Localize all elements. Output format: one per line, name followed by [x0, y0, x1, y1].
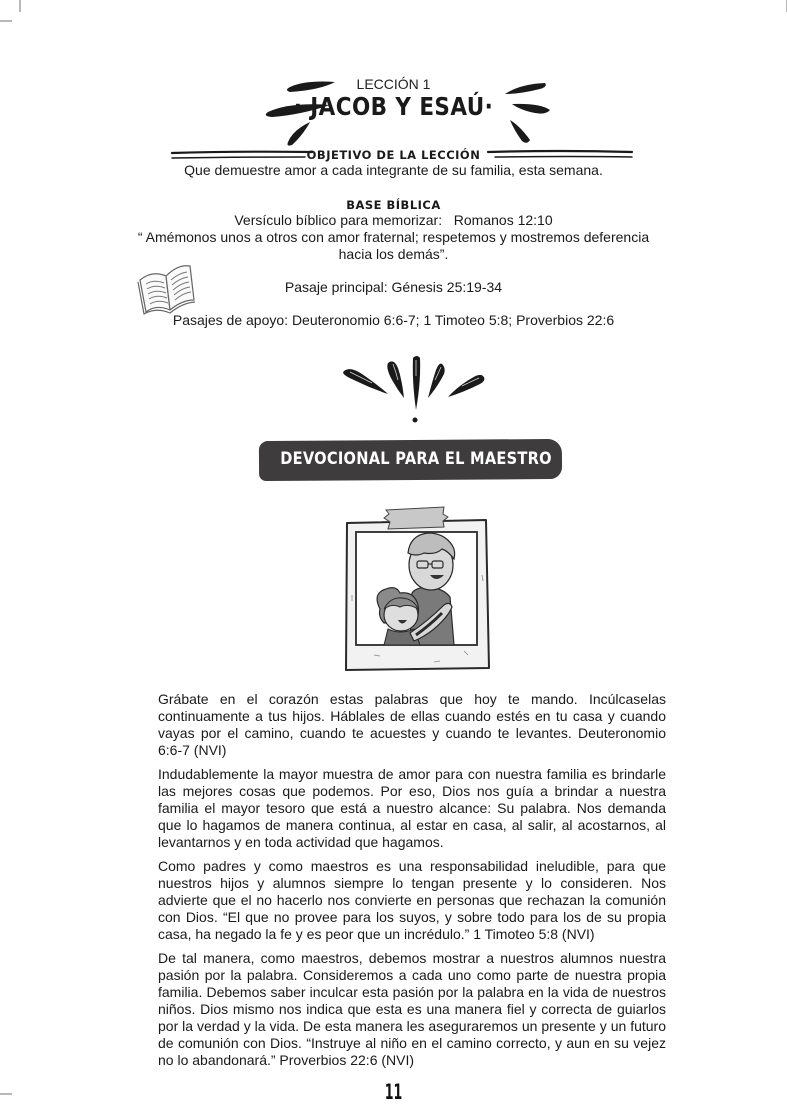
devotional-paragraph: De tal manera, como maestros, debemos mostrar a nuestros alumnos nuestra pasión por la palabra. Consideremos a cada uno como parte de nuestra propia familia. Debemos saber inculcar esta pasión por la palabra en la vida de nuestros niños. Dios mismo nos indica que esta es una manera fiel y correcta de guiarlos por la verdad y la vida. De esta manera les aseguraremos un presente y un futuro de comunión con Dios. “Instruye al niño en el camino correcto, y aun en su vejez no lo abandonará.” Proverbios 22:6 (NVI) [158, 950, 666, 1068]
lesson-title: · JACOB Y ESAÚ· [293, 92, 494, 121]
lesson-number: LECCIÓN 1 [356, 76, 431, 92]
support-passages: Pasajes de apoyo: Deuteronomio 6:6-7; 1 Timoteo 5:8; Proverbios 22:6 [172, 312, 615, 328]
devotional-paragraph: Grábate en el corazón estas palabras que hoy te mando. Incúlcaselas continuamente a tus hijos. Háblales de ellas cuando estés en tu casa y cuando vayas por el camino, cuando te acuestes y cuando te levantes. Deuteronomio 6:6-7 (NVI) [158, 691, 666, 758]
devotional-body [158, 691, 666, 1076]
crop-mark-bottom-left-horizontal [0, 1093, 12, 1095]
objective-text: Que demuestre amor a cada integrante de su familia, esta semana. [184, 162, 603, 178]
memory-verse-reference: Versículo bíblico para memorizar: Romanos 12:10 [234, 212, 553, 228]
page-number: 11 [384, 1080, 403, 1104]
polaroid-photo-illustration [344, 505, 492, 673]
devotional-heading: DEVOCIONAL PARA EL MAESTRO [280, 449, 552, 469]
lesson-header [137, 76, 650, 329]
exclamation-burst-icon [340, 352, 490, 432]
objective-heading: OBJETIVO DE LA LECCIÓN [306, 148, 481, 162]
main-passage: Pasaje principal: Génesis 25:19-34 [284, 279, 503, 295]
devotional-paragraph: Indudablemente la mayor muestra de amor para con nuestra familia es brindarle las mejores cosas que podemos. Por eso, Dios nos guía a brindar a nuestra familia el mayor tesoro que está a nuestro alcance: Su palabra. Nos demanda que lo hagamos de manera continua, al estar en casa, al salir, al acostarnos, al levantarnos y en toda actividad que hagamos. [158, 766, 666, 850]
devotional-paragraph: Como padres y como maestros es una responsabilidad ineludible, para que nuestros hijos y alumnos siempre lo tengan presente y lo consideren. Nos advierte que el no hacerlo nos convierte en personas que rechazan la comunión con Dios. “El que no provee para los suyos, y sobre todo para los de su propia casa, ha negado la fe y es peor que un incrédulo.” 1 Timoteo 5:8 (NVI) [158, 858, 666, 942]
memory-verse-text: “ Amémonos unos a otros con amor fraternal; respetemos y mostremos deferencia hacia los demás”. [137, 229, 650, 262]
open-book-icon [136, 258, 196, 316]
biblical-base-heading: BASE BÍBLICA [346, 198, 441, 212]
